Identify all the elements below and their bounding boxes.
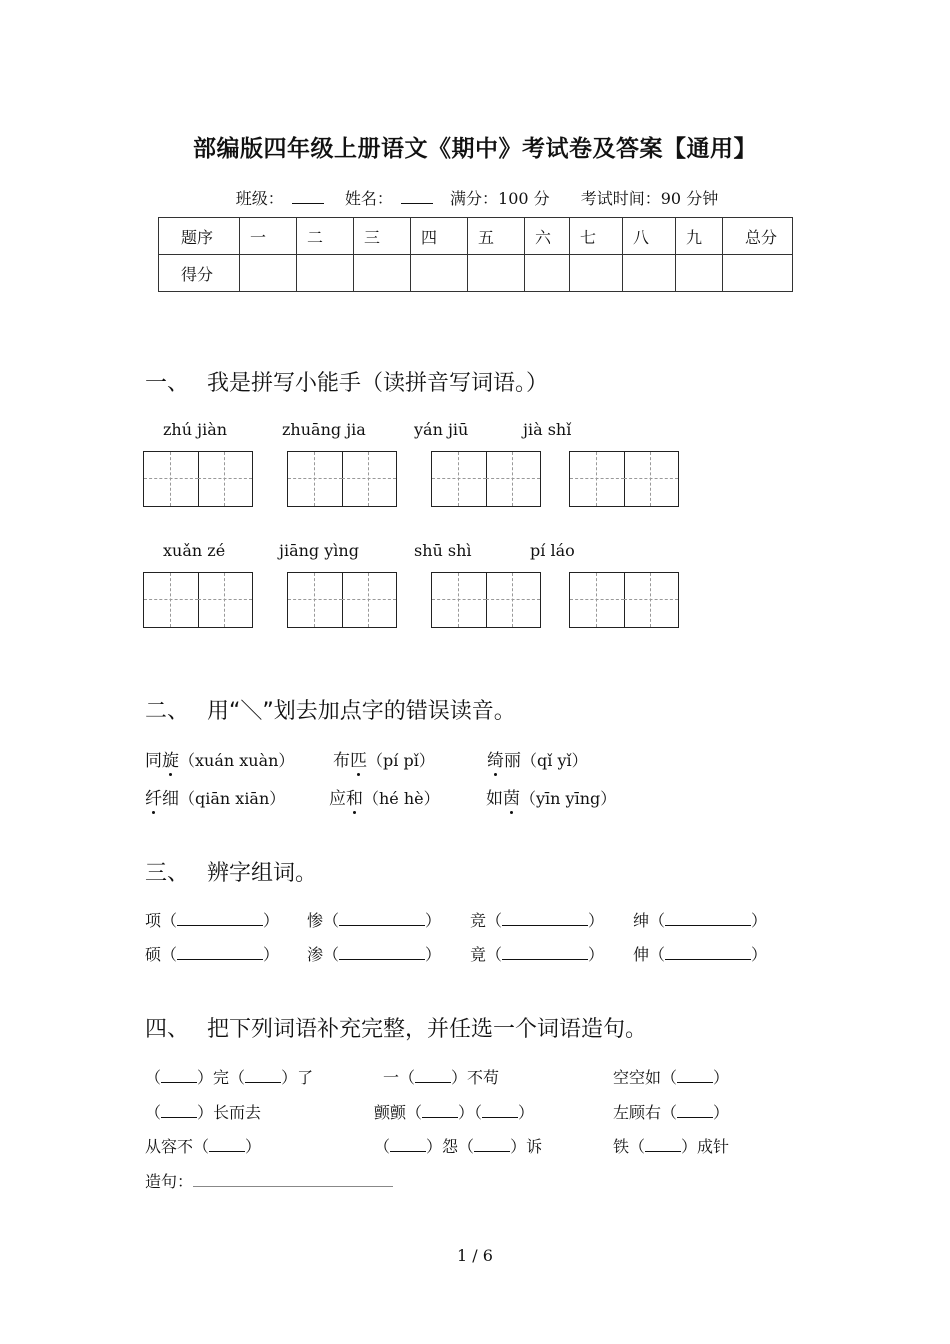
section-4-heading: 四、 把下列词语补充完整，并任选一个词语造句。 [145, 1017, 648, 1042]
word-item: 竞（ ） [470, 911, 605, 930]
header-cell: 一 [240, 218, 297, 255]
pinyin-options[interactable]: （hé hè） [363, 789, 440, 808]
idiom-item: （ ）完（ ）了 [145, 1068, 314, 1087]
sentence-label: 造句： [145, 1172, 194, 1191]
answer-blank[interactable] [245, 1069, 281, 1083]
pinyin-label: pí láo [530, 541, 575, 560]
score-cell[interactable] [676, 255, 723, 292]
answer-blank[interactable] [161, 1104, 197, 1118]
score-cell[interactable] [240, 255, 297, 292]
header-cell: 七 [570, 218, 623, 255]
score-cell[interactable] [354, 255, 411, 292]
answer-blank[interactable] [415, 1069, 451, 1083]
pinyin-options[interactable]: （xuán xuàn） [179, 751, 295, 770]
score-cell[interactable] [525, 255, 570, 292]
word-item: 竟（ ） [470, 945, 605, 964]
answer-blank[interactable] [474, 1138, 510, 1152]
idiom-item: 空空如（ ） [613, 1068, 730, 1087]
pinyin-label: shū shì [414, 541, 472, 560]
score-row [159, 255, 793, 292]
idiom-item: （ ）怨（ ）诉 [374, 1137, 543, 1156]
reading-item: 应和（hé hè） [329, 789, 440, 809]
reading-item: 布匹（pí pǐ） [333, 751, 435, 771]
section-1-heading: 一、 我是拼写小能手（读拼音写词语。） [145, 371, 549, 396]
idiom-item: 铁（ ）成针 [613, 1137, 730, 1156]
header-cell: 总分 [723, 218, 793, 255]
answer-blank[interactable] [502, 946, 588, 960]
dotted-char: 和 [346, 789, 363, 809]
idiom-item: 左顾右（ ） [613, 1103, 730, 1122]
pinyin-options[interactable]: （qǐ yǐ） [521, 751, 588, 770]
pinyin-label: jiāng yìng [279, 541, 359, 560]
page-title: 部编版四年级上册语文《期中》考试卷及答案【通用】 [193, 136, 757, 162]
answer-blank[interactable] [482, 1104, 518, 1118]
sentence-row [145, 1169, 393, 1192]
score-cell[interactable] [723, 255, 793, 292]
answer-blank[interactable] [177, 912, 263, 926]
idiom-item: （ ）长而去 [145, 1103, 262, 1122]
class-blank[interactable] [292, 189, 324, 204]
section-3-heading: 三、 辨字组词。 [145, 861, 318, 886]
score-table [158, 217, 793, 292]
idiom-item: 一（ ）不苟 [383, 1068, 500, 1087]
header-cell: 四 [411, 218, 468, 255]
dotted-char: 纤 [145, 789, 162, 809]
score-cell[interactable] [570, 255, 623, 292]
exam-info [0, 186, 950, 209]
word-item: 渗（ ） [307, 945, 442, 964]
name-label: 姓名： [341, 189, 437, 208]
reading-item: 如茵（yīn yīng） [486, 789, 617, 809]
pinyin-label: yán jiū [414, 420, 469, 439]
writing-grid[interactable] [431, 451, 541, 507]
exam-time: 考试时间：90 分钟 [580, 189, 719, 208]
section-2-heading: 二、 用“＼”划去加点字的错误读音。 [145, 699, 516, 724]
answer-blank[interactable] [390, 1138, 426, 1152]
sentence-blank[interactable] [193, 1173, 393, 1187]
word-item: 硕（ ） [145, 945, 280, 964]
header-cell: 五 [468, 218, 525, 255]
writing-grid[interactable] [287, 572, 397, 628]
header-cell: 三 [354, 218, 411, 255]
dotted-char: 茵 [503, 789, 520, 809]
class-label: 班级： [232, 189, 328, 208]
name-blank[interactable] [401, 189, 433, 204]
answer-blank[interactable] [339, 912, 425, 926]
pinyin-label: zhuāng jia [282, 420, 366, 439]
header-cell: 九 [676, 218, 723, 255]
header-cell: 二 [297, 218, 354, 255]
score-cell[interactable] [623, 255, 676, 292]
dotted-char: 匹 [350, 751, 367, 771]
dotted-char: 绮 [487, 751, 504, 771]
score-header-row [159, 218, 793, 255]
score-cell[interactable] [468, 255, 525, 292]
pinyin-options[interactable]: （pí pǐ） [367, 751, 435, 770]
writing-grid[interactable] [431, 572, 541, 628]
pinyin-label: zhú jiàn [163, 420, 228, 439]
score-cell[interactable] [297, 255, 354, 292]
reading-item: 同旋（xuán xuàn） [145, 751, 295, 771]
idiom-item: 颤颤（ ）（ ） [374, 1103, 535, 1122]
full-score: 满分：100 分 [450, 189, 550, 208]
dotted-char: 旋 [162, 751, 179, 771]
score-cell[interactable] [411, 255, 468, 292]
header-cell: 八 [623, 218, 676, 255]
answer-blank[interactable] [161, 1069, 197, 1083]
word-item: 惨（ ） [307, 911, 442, 930]
pinyin-options[interactable]: （qiān xiān） [179, 789, 286, 808]
answer-blank[interactable] [677, 1104, 713, 1118]
pinyin-label: jià shǐ [523, 420, 572, 439]
writing-grid[interactable] [143, 572, 253, 628]
word-item: 绅（ ） [633, 911, 768, 930]
page-number: 1 / 6 [457, 1246, 493, 1265]
answer-blank[interactable] [665, 946, 751, 960]
header-cell: 六 [525, 218, 570, 255]
word-item: 伸（ ） [633, 945, 768, 964]
answer-blank[interactable] [677, 1069, 713, 1083]
pinyin-label: xuǎn zé [163, 541, 226, 560]
answer-blank[interactable] [665, 912, 751, 926]
writing-grid[interactable] [287, 451, 397, 507]
score-row-label: 得分 [159, 255, 240, 292]
writing-grid[interactable] [569, 451, 679, 507]
answer-blank[interactable] [209, 1138, 245, 1152]
answer-blank[interactable] [645, 1138, 681, 1152]
writing-grid[interactable] [569, 572, 679, 628]
reading-item: 绮丽（qǐ yǐ） [487, 751, 588, 771]
writing-grid[interactable] [143, 451, 253, 507]
answer-blank[interactable] [422, 1104, 458, 1118]
idiom-item: 从容不（ ） [145, 1137, 262, 1156]
pinyin-options[interactable]: （yīn yīng） [520, 789, 617, 808]
answer-blank[interactable] [339, 946, 425, 960]
word-item: 项（ ） [145, 911, 280, 930]
header-cell: 题序 [159, 218, 240, 255]
reading-item: 纤细（qiān xiān） [145, 789, 286, 809]
answer-blank[interactable] [502, 912, 588, 926]
answer-blank[interactable] [177, 946, 263, 960]
